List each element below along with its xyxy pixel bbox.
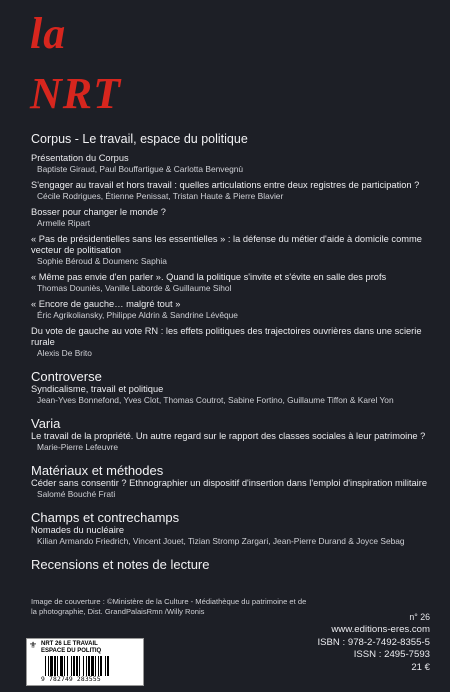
isbn: ISBN : 978-2-7492-8355-5: [317, 636, 430, 648]
article-authors: Cécile Rodrigues, Étienne Penissat, Tristan Haute & Pierre Blavier: [37, 191, 284, 201]
issue-number: n° 26: [409, 612, 430, 622]
section-recensions: [31, 557, 431, 572]
article-title: Nomades du nucléaire: [31, 525, 125, 535]
section-title: Controverse: [31, 369, 102, 384]
section-materiaux: [31, 463, 431, 499]
article-authors: Sophie Béroud & Doumenc Saphia: [37, 256, 167, 266]
article-authors: Salomé Bouché Frati: [37, 489, 116, 499]
article-authors: Kilian Armando Friedrich, Vincent Jouet, Tizian Stromp Zargari, Jean-Pierre Durand & Joyce Sebag: [37, 536, 405, 546]
barcode-icon: [45, 656, 137, 676]
article-title: S'engager au travail et hors travail : quelles articulations entre deux registres de participation ?: [31, 180, 420, 190]
journal-logo-nrt: NRT: [30, 69, 121, 118]
sticker-label: [41, 641, 101, 655]
article-authors: Alexis De Brito: [37, 348, 92, 358]
issn: ISSN : 2495-7593: [353, 649, 430, 660]
cover-image-credit: Image de couverture : ©Ministère de la Culture - Médiathèque du patrimoine et de la photographie, Dist. GrandPalaisRmn /Willy Ronis: [31, 597, 307, 616]
section-title: Matériaux et méthodes: [31, 463, 164, 478]
journal-logo-la: la: [30, 9, 67, 58]
article-authors: Éric Agrikoliansky, Philippe Aldrin & Sandrine Lévêque: [37, 310, 238, 320]
article-title: « Pas de présidentielles sans les essentielles » : la défense du métier d'aide à domicile comme vecteur de politisation: [31, 234, 422, 255]
sticker-symbol-icon: ⚜: [29, 641, 38, 651]
article-title: Céder sans consentir ? Ethnographier un dispositif d'insertion dans l'emploi d'inspiration militaire: [31, 478, 428, 488]
article-title: « Même pas envie d'en parler ». Quand la politique s'invite et s'évite en salle des profs: [31, 272, 387, 282]
section-title: Corpus - Le travail, espace du politique: [31, 132, 248, 146]
section-controverse: [31, 369, 431, 405]
article-title: Présentation du Corpus: [31, 153, 129, 163]
section-title: Champs et contrechamps: [31, 510, 180, 525]
price: 21 €: [411, 661, 430, 673]
section-title: Recensions et notes de lecture: [31, 557, 210, 572]
article-title: Syndicalisme, travail et politique: [31, 384, 164, 394]
article-authors: Marie-Pierre Lefeuvre: [37, 442, 118, 452]
article-title: Le travail de la propriété. Un autre regard sur le rapport des classes sociales à leur patrimoine ?: [31, 431, 426, 441]
publication-info: [317, 624, 430, 674]
article-authors: Thomas Douniès, Vanille Laborde & Guillaume Sihol: [37, 283, 232, 293]
article-title: Du vote de gauche au vote RN : les effets politiques des trajectoires ouvrières dans une scierie rurale: [31, 326, 422, 347]
barcode-number: 9 782749 283555: [41, 676, 101, 683]
article-title: « Encore de gauche… malgré tout »: [31, 299, 181, 309]
article-authors: Jean-Yves Bonnefond, Yves Clot, Thomas Coutrot, Sabine Fortino, Guillaume Tiffon & Karel Yon: [37, 395, 394, 405]
sticker-line-2: ESPACE DU POLITIQ: [41, 648, 102, 654]
article-title: Bosser pour changer le monde ?: [31, 207, 166, 217]
publisher-website: www.editions-eres.com: [331, 624, 430, 635]
section-varia: [31, 416, 431, 452]
article-authors: Armelle Ripart: [37, 218, 91, 228]
article-authors: Baptiste Giraud, Paul Bouffartigue & Carlotta Benvegnù: [37, 164, 244, 174]
sticker-line-1: NRT 26 LE TRAVAIL: [41, 641, 98, 647]
section-title: Varia: [31, 416, 61, 431]
barcode-sticker: [26, 638, 144, 686]
section-champs: [31, 510, 431, 546]
section-corpus: [31, 132, 431, 358]
table-of-contents: [31, 132, 431, 572]
